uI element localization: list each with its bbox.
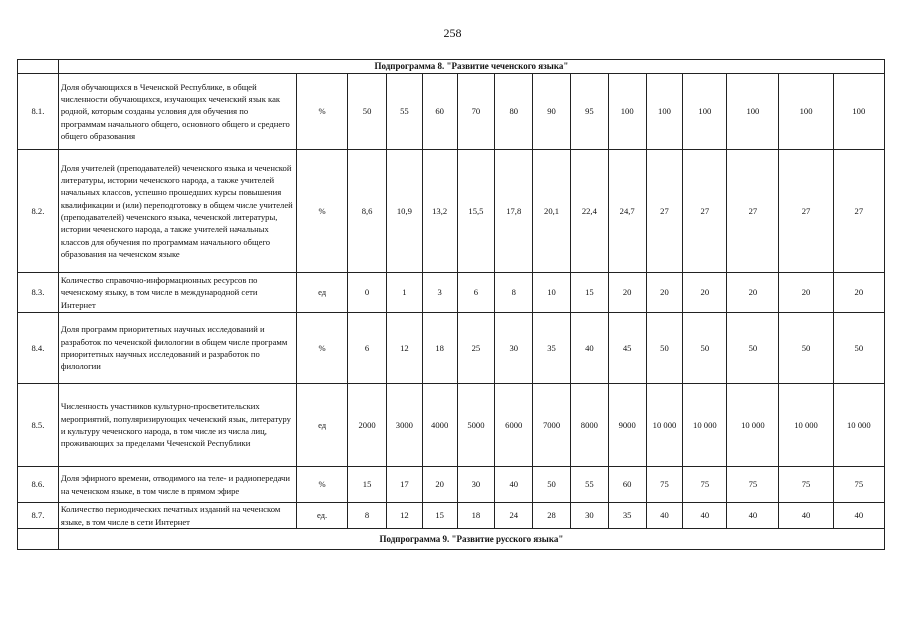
value-cell: 15 bbox=[422, 503, 457, 529]
value-cell: 75 bbox=[833, 467, 884, 503]
table-row bbox=[18, 150, 885, 273]
value-cell: 40 bbox=[495, 467, 533, 503]
value-cell: 27 bbox=[683, 150, 727, 273]
value-cell: 8 bbox=[348, 503, 387, 529]
unit-cell: ед bbox=[297, 273, 348, 313]
indicators-table bbox=[17, 59, 885, 550]
value-cell: 3 bbox=[422, 273, 457, 313]
value-cell: 15,5 bbox=[457, 150, 495, 273]
value-cell: 4000 bbox=[422, 384, 457, 467]
value-cell: 8,6 bbox=[348, 150, 387, 273]
value-cell: 10 bbox=[533, 273, 571, 313]
value-cell: 27 bbox=[779, 150, 833, 273]
value-cell: 24 bbox=[495, 503, 533, 529]
value-cell: 45 bbox=[608, 313, 646, 384]
value-cell: 35 bbox=[533, 313, 571, 384]
value-cell: 20,1 bbox=[533, 150, 571, 273]
value-cell: 40 bbox=[779, 503, 833, 529]
table-row bbox=[18, 313, 885, 384]
value-cell: 10 000 bbox=[683, 384, 727, 467]
value-cell: 75 bbox=[727, 467, 779, 503]
value-cell: 15 bbox=[348, 467, 387, 503]
row-number: 8.1. bbox=[18, 74, 59, 150]
value-cell: 27 bbox=[646, 150, 683, 273]
value-cell: 10 000 bbox=[727, 384, 779, 467]
unit-cell: % bbox=[297, 74, 348, 150]
value-cell: 60 bbox=[608, 467, 646, 503]
value-cell: 22,4 bbox=[570, 150, 608, 273]
value-cell: 10 000 bbox=[646, 384, 683, 467]
value-cell: 20 bbox=[779, 273, 833, 313]
value-cell: 50 bbox=[779, 313, 833, 384]
value-cell: 30 bbox=[495, 313, 533, 384]
indicator-name: Доля программ приоритетных научных исследований и разработок по чеченской филологии в общем числе программ приоритетных научных исследований и разработок по филологии bbox=[58, 313, 296, 384]
value-cell: 100 bbox=[608, 74, 646, 150]
value-cell: 18 bbox=[422, 313, 457, 384]
value-cell: 20 bbox=[646, 273, 683, 313]
value-cell: 80 bbox=[495, 74, 533, 150]
table-row bbox=[18, 384, 885, 467]
value-cell: 5000 bbox=[457, 384, 495, 467]
value-cell: 8000 bbox=[570, 384, 608, 467]
value-cell: 100 bbox=[833, 74, 884, 150]
value-cell: 30 bbox=[570, 503, 608, 529]
value-cell: 10,9 bbox=[387, 150, 423, 273]
value-cell: 1 bbox=[387, 273, 423, 313]
value-cell: 6 bbox=[457, 273, 495, 313]
page-number: 258 bbox=[443, 26, 462, 40]
value-cell: 7000 bbox=[533, 384, 571, 467]
value-cell: 27 bbox=[833, 150, 884, 273]
value-cell: 100 bbox=[683, 74, 727, 150]
value-cell: 20 bbox=[608, 273, 646, 313]
value-cell: 25 bbox=[457, 313, 495, 384]
row-number: 8.4. bbox=[18, 313, 59, 384]
subprogram-8-title: Подпрограмма 8. "Развитие чеченского языка" bbox=[58, 60, 884, 74]
value-cell: 70 bbox=[457, 74, 495, 150]
value-cell: 10 000 bbox=[779, 384, 833, 467]
indicator-name: Количество периодических печатных изданий на чеченском языке, в том числе в сети Интернет bbox=[58, 503, 296, 529]
value-cell: 60 bbox=[422, 74, 457, 150]
value-cell: 75 bbox=[683, 467, 727, 503]
value-cell: 40 bbox=[646, 503, 683, 529]
value-cell: 50 bbox=[833, 313, 884, 384]
value-cell: 3000 bbox=[387, 384, 423, 467]
value-cell: 75 bbox=[646, 467, 683, 503]
value-cell: 18 bbox=[457, 503, 495, 529]
value-cell: 100 bbox=[779, 74, 833, 150]
value-cell: 50 bbox=[683, 313, 727, 384]
value-cell: 20 bbox=[683, 273, 727, 313]
value-cell: 17 bbox=[387, 467, 423, 503]
subprogram-9-header-row bbox=[18, 529, 885, 550]
value-cell: 28 bbox=[533, 503, 571, 529]
indicator-name: Доля эфирного времени, отводимого на теле- и радиопередачи на чеченском языке, в том числе в прямом эфире bbox=[58, 467, 296, 503]
value-cell: 20 bbox=[833, 273, 884, 313]
value-cell: 40 bbox=[833, 503, 884, 529]
value-cell: 40 bbox=[570, 313, 608, 384]
value-cell: 13,2 bbox=[422, 150, 457, 273]
row-number: 8.3. bbox=[18, 273, 59, 313]
value-cell: 40 bbox=[683, 503, 727, 529]
value-cell: 20 bbox=[727, 273, 779, 313]
indicator-name: Численность участников культурно-просветительских мероприятий, популяризирующих чеченский язык, литературу и культуру чеченского народа, в том числе из числа лиц, проживающих за пределами Чеченской Республики bbox=[58, 384, 296, 467]
indicator-name: Доля учителей (преподавателей) чеченского языка и чеченской литературы, истории чеченского народа, а также учителей начальных классов, успешно прошедших курсы повышения квалификации и (или) переподготовку в общем числе учителей (преподавателей) чеченского языка, чеченской литературы, истории чеченского народа, а также учителей начальных классов для обучения по программам начального общего образования на чеченском языке bbox=[58, 150, 296, 273]
row-number: 8.2. bbox=[18, 150, 59, 273]
value-cell: 6 bbox=[348, 313, 387, 384]
unit-cell: ед bbox=[297, 384, 348, 467]
row-number: 8.7. bbox=[18, 503, 59, 529]
row-number: 8.6. bbox=[18, 467, 59, 503]
unit-cell: % bbox=[297, 150, 348, 273]
unit-cell: % bbox=[297, 467, 348, 503]
value-cell: 50 bbox=[727, 313, 779, 384]
value-cell: 8 bbox=[495, 273, 533, 313]
value-cell: 95 bbox=[570, 74, 608, 150]
table-row bbox=[18, 273, 885, 313]
subprogram-9-title: Подпрограмма 9. "Развитие русского языка" bbox=[58, 529, 884, 550]
value-cell: 100 bbox=[646, 74, 683, 150]
indicator-name: Доля обучающихся в Чеченской Республике, в общей численности обучающихся, изучающих чеченский язык как родной, которым созданы условия для обучения по программам начального общего, основного общего и среднего общего образования bbox=[58, 74, 296, 150]
value-cell: 55 bbox=[570, 467, 608, 503]
unit-cell: % bbox=[297, 313, 348, 384]
value-cell: 40 bbox=[727, 503, 779, 529]
value-cell: 20 bbox=[422, 467, 457, 503]
indicator-name: Количество справочно-информационных ресурсов по чеченскому языку, в том числе в международной сети Интернет bbox=[58, 273, 296, 313]
value-cell: 15 bbox=[570, 273, 608, 313]
value-cell: 55 bbox=[387, 74, 423, 150]
row-number: 8.5. bbox=[18, 384, 59, 467]
unit-cell: ед. bbox=[297, 503, 348, 529]
value-cell: 30 bbox=[457, 467, 495, 503]
value-cell: 50 bbox=[348, 74, 387, 150]
value-cell: 2000 bbox=[348, 384, 387, 467]
table-row bbox=[18, 467, 885, 503]
value-cell: 9000 bbox=[608, 384, 646, 467]
value-cell: 27 bbox=[727, 150, 779, 273]
value-cell: 6000 bbox=[495, 384, 533, 467]
value-cell: 24,7 bbox=[608, 150, 646, 273]
value-cell: 10 000 bbox=[833, 384, 884, 467]
value-cell: 17,8 bbox=[495, 150, 533, 273]
value-cell: 12 bbox=[387, 313, 423, 384]
value-cell: 0 bbox=[348, 273, 387, 313]
value-cell: 12 bbox=[387, 503, 423, 529]
value-cell: 90 bbox=[533, 74, 571, 150]
value-cell: 50 bbox=[646, 313, 683, 384]
subprogram-8-header-row bbox=[18, 60, 885, 74]
table-row bbox=[18, 503, 885, 529]
value-cell: 100 bbox=[727, 74, 779, 150]
value-cell: 75 bbox=[779, 467, 833, 503]
value-cell: 35 bbox=[608, 503, 646, 529]
table-row bbox=[18, 74, 885, 150]
value-cell: 50 bbox=[533, 467, 571, 503]
